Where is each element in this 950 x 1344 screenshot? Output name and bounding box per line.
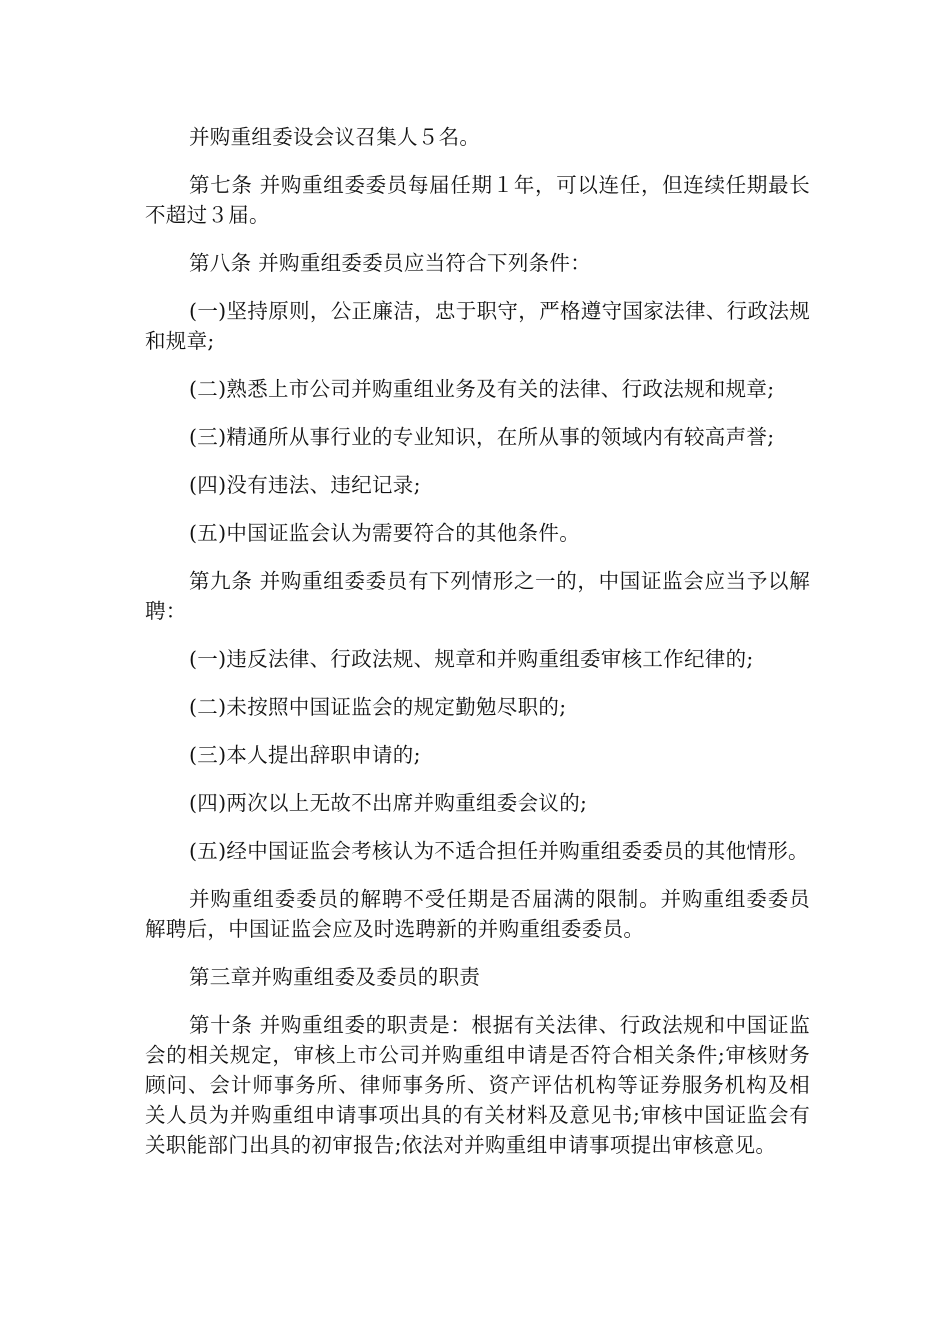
- paragraph-article-8-item-4: (四)没有违法、违纪记录;: [189, 473, 421, 497]
- document-body: [145, 122, 810, 1178]
- paragraph-article-10: 第十条 并购重组委的职责是：根据有关法律、行政法规和中国证监会的相关规定，审核上市公司并购重组申请是否符合相关条件;审核财务顾问、会计师事务所、律师事务所、资产评估机构等证券服务机构及相关人员为并购重组申请事项出具的有关材料及意见书;审核中国证监会有关职能部门出具的初审报告;依法对并购重组申请事项提出审核意见。: [145, 1013, 810, 1157]
- paragraph-convener-count: 并购重组委设会议召集人５名。: [189, 125, 481, 149]
- paragraph-article-8-item-5: (五)中国证监会认为需要符合的其他条件。: [189, 521, 580, 545]
- paragraph-article-9-item-2: (二)未按照中国证监会的规定勤勉尽职的;: [189, 695, 567, 719]
- paragraph-article-8-item-3: (三)精通所从事行业的专业知识，在所从事的领域内有较高声誉;: [189, 425, 775, 449]
- paragraph-article-9-item-3: (三)本人提出辞职申请的;: [189, 743, 421, 767]
- paragraph-article-8-item-1: (一)坚持原则，公正廉洁，忠于职守，严格遵守国家法律、行政法规和规章;: [145, 299, 810, 353]
- paragraph-article-9-item-4: (四)两次以上无故不出席并购重组委会议的;: [189, 791, 588, 815]
- paragraph-article-9: 第九条 并购重组委委员有下列情形之一的，中国证监会应当予以解聘：: [145, 569, 810, 623]
- chapter-3-heading: 第三章并购重组委及委员的职责: [189, 965, 481, 989]
- paragraph-article-9-item-1: (一)违反法律、行政法规、规章和并购重组委审核工作纪律的;: [189, 647, 754, 671]
- paragraph-article-8: 第八条 并购重组委委员应当符合下列条件：: [189, 251, 592, 275]
- paragraph-article-7: 第七条 并购重组委委员每届任期１年，可以连任，但连续任期最长不超过３届。: [145, 173, 810, 227]
- paragraph-article-9-item-5: (五)经中国证监会考核认为不适合担任并购重组委委员的其他情形。: [189, 839, 809, 863]
- paragraph-dismissal-note: 并购重组委委员的解聘不受任期是否届满的限制。并购重组委委员解聘后，中国证监会应及时选聘新的并购重组委委员。: [145, 887, 810, 941]
- paragraph-article-8-item-2: (二)熟悉上市公司并购重组业务及有关的法律、行政法规和规章;: [189, 377, 775, 401]
